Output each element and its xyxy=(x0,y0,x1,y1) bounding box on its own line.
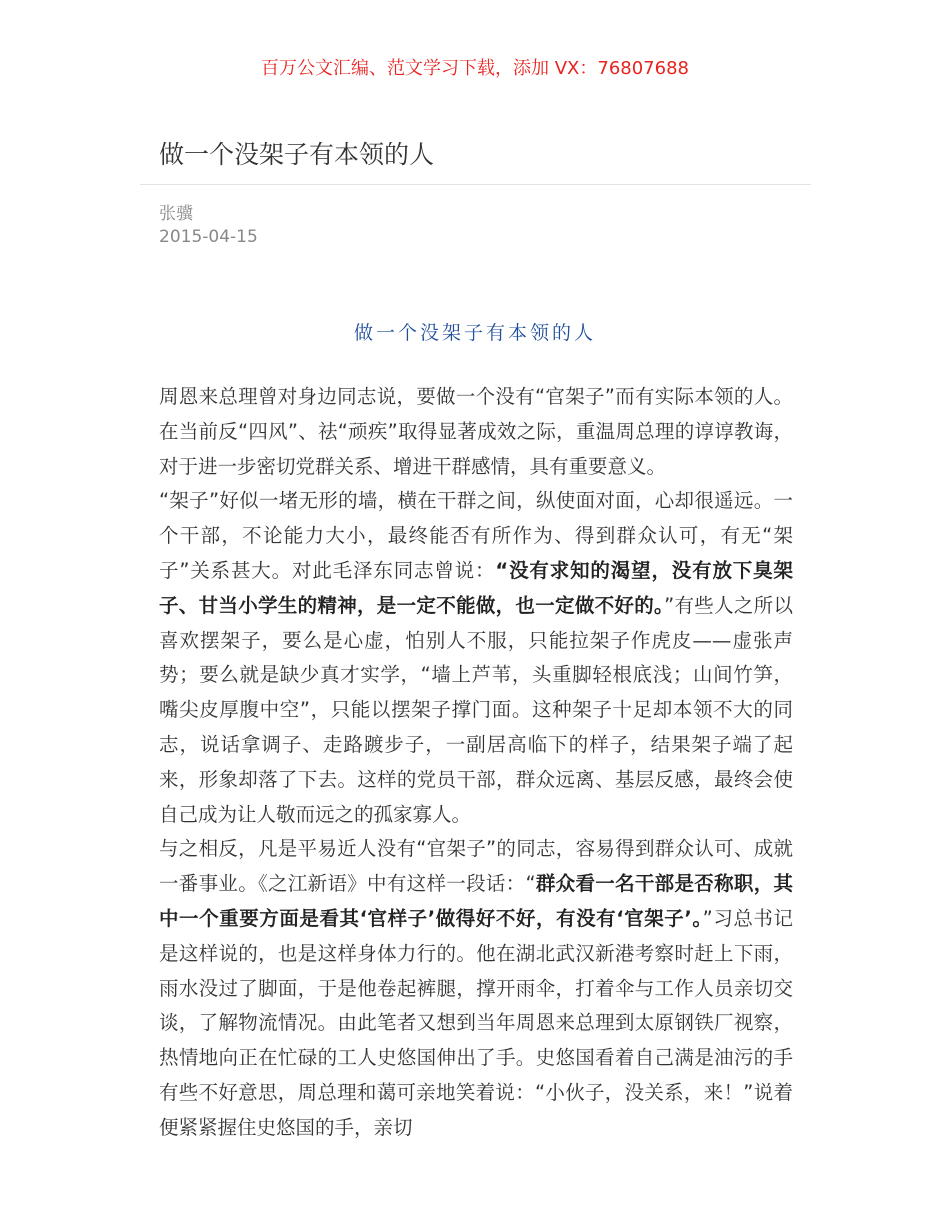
quote-bold-text: “没有求知的渴望，没有放下臭架子、甘当小学生的精神，是一定不能做，也一定做不好的。 xyxy=(159,558,793,617)
paragraph-text: ”习总书记是这样说的，也是这样身体力行的。他在湖北武汉新港考察时赶上下雨，雨水没过了脚面，于是他卷起裤腿，撑开雨伞，打着伞与工作人员亲切交谈，了解物流情况。由此笔者又想到当年周恩来总理到太原钢铁厂视察，热情地向正在忙碌的工人史悠国伸出了手。史悠国看着自己满是油污的手有些不好意思，周总理和蔼可亲地笑着说：“小伙子，没关系，来！”说着便紧紧握住史悠国的手，亲切 xyxy=(159,906,793,1139)
article-title: 做一个没架子有本领的人 xyxy=(159,140,435,169)
paragraph-text: ”有些人之所以喜欢摆架子，要么是心虚，怕别人不服，只能拉架子作虎皮——虚张声势；要么就是缺少真才实学，“墙上芦苇，头重脚轻根底浅；山间竹笋，嘴尖皮厚腹中空”，只能以摆架子撑门面。这种架子十足却本领不大的同志，说话拿调子、走路踱步子，一副居高临下的样子，结果架子端了起来，形象却落了下去。这样的党员干部，群众远离、基层反感，最终会使自己成为让人敬而远之的孤家寡人。 xyxy=(159,593,793,826)
title-divider xyxy=(140,184,811,185)
paragraph xyxy=(159,832,793,1145)
paragraph-text: 与之相反，凡是平易近人没有“官架子”的同志，容易得到群众认可、成就一番事业。《之江新语》中有这样一段话：“ xyxy=(159,837,793,896)
article-subtitle: 做一个没架子有本领的人 xyxy=(353,322,596,344)
paragraph-text: “架子”好似一堵无形的墙，横在干群之间，纵使面对面，心却很遥远。一个干部，不论能力大小，最终能否有所作为、得到群众认可，有无“架子”关系甚大。对此毛泽东同志曾说： xyxy=(159,489,793,582)
paragraph xyxy=(159,380,793,484)
banner-ad-text: 百万公文汇编、范文学习下载，添加 VX：76807688 xyxy=(261,58,689,79)
paragraph xyxy=(159,484,793,832)
article-body xyxy=(159,380,793,1146)
publish-date: 2015-04-15 xyxy=(159,227,258,247)
author-name: 张骥 xyxy=(159,204,193,224)
paragraph-text: 周恩来总理曾对身边同志说，要做一个没有“官架子”而有实际本领的人。在当前反“四风”、祛“顽疾”取得显著成效之际，重温周总理的谆谆教诲，对于进一步密切党群关系、增进干群感情，具有重要意义。 xyxy=(159,385,793,478)
article-meta xyxy=(159,203,258,249)
quote-bold-text: 群众看一名干部是否称职，其中一个重要方面是看其‘官样子’做得好不好，有没有‘官架子’。 xyxy=(159,872,793,930)
